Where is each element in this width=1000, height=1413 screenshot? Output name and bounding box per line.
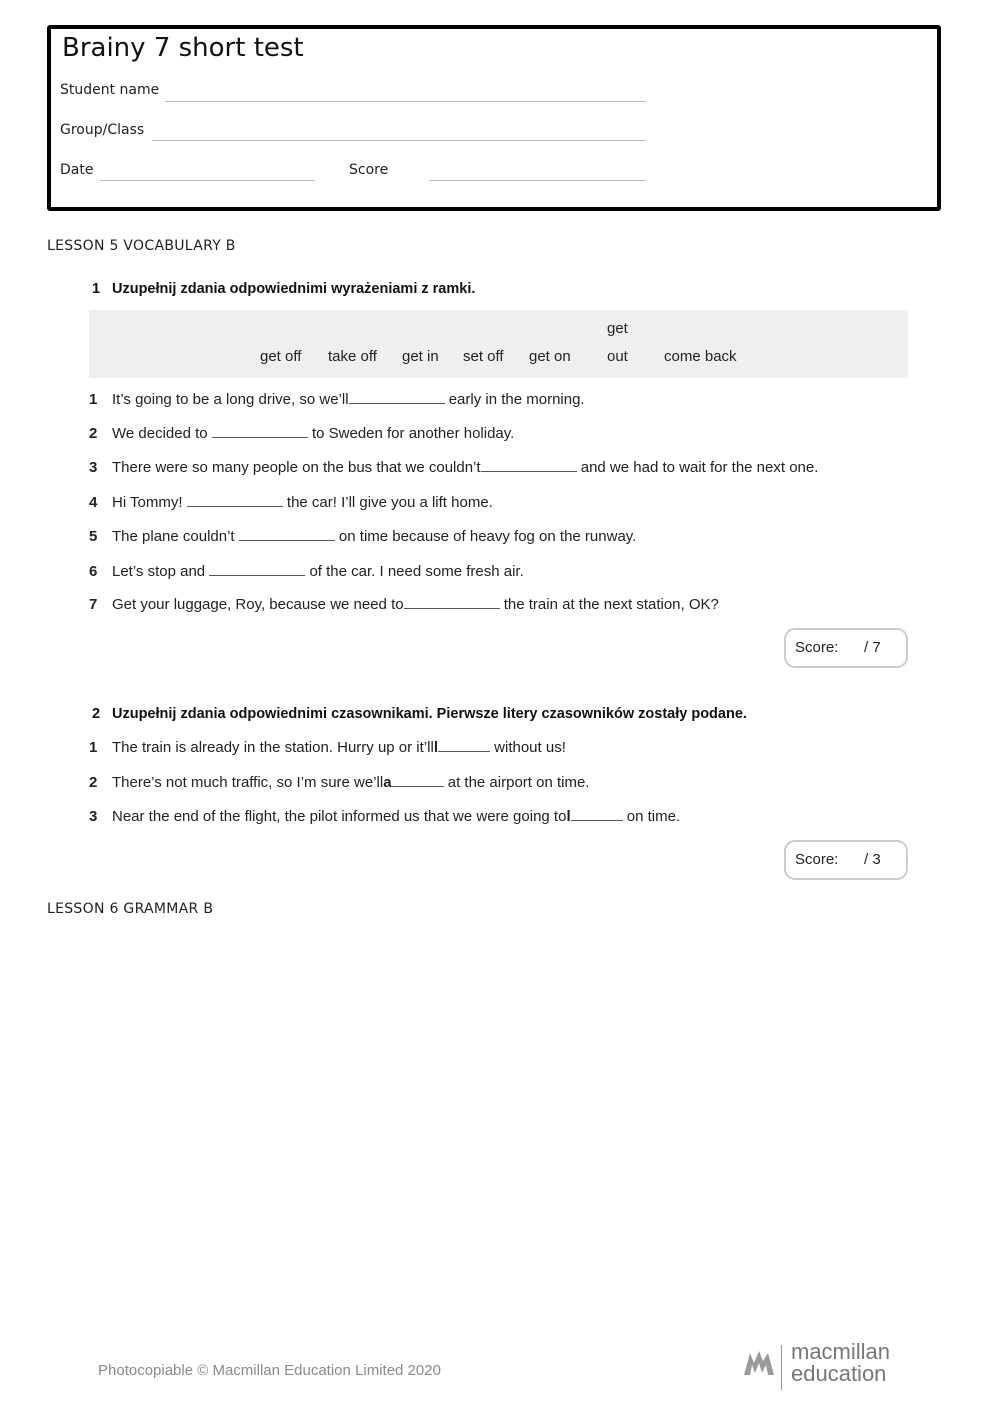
word-box-item: set off <box>463 348 504 365</box>
date-field[interactable] <box>100 180 315 181</box>
item-number: 3 <box>89 808 98 825</box>
item-text: We decided to <box>112 425 212 442</box>
answer-blank[interactable] <box>404 596 500 609</box>
brand-line-2: education <box>791 1361 887 1386</box>
score-label: Score: <box>795 639 839 656</box>
task2-title <box>92 706 747 722</box>
item-text: Hi Tommy! <box>112 494 187 511</box>
item-text: and we had to wait for the next one. <box>576 459 819 476</box>
score-field[interactable] <box>429 180 646 181</box>
word-box-item: out <box>607 348 628 365</box>
brand-name <box>791 1341 890 1385</box>
item-number: 3 <box>89 459 98 476</box>
item-text: Let’s stop and <box>112 563 210 580</box>
answer-blank[interactable] <box>571 808 623 821</box>
macmillan-mark-icon <box>744 1349 774 1375</box>
score-value: / 7 <box>864 639 881 656</box>
task2-item-1 <box>89 739 566 756</box>
student-name-field[interactable] <box>165 101 646 102</box>
item-text: without us! <box>489 739 566 756</box>
first-letter: a <box>383 774 392 791</box>
task1-item-7 <box>89 596 719 613</box>
brand-line-1: macmillan <box>791 1339 891 1364</box>
item-text: the train at the next station, OK? <box>499 596 719 613</box>
task1-score-box <box>784 628 908 668</box>
student-name-label: Student name <box>60 82 160 98</box>
group-class-label: Group/Class <box>60 122 145 138</box>
group-class-field[interactable] <box>152 140 646 141</box>
item-text: to Sweden for another holiday. <box>307 425 515 442</box>
task1-item-1 <box>89 391 585 408</box>
item-text: at the airport on time. <box>443 774 590 791</box>
score-label: Score <box>349 162 389 178</box>
answer-blank[interactable] <box>392 774 444 787</box>
lesson5-heading: LESSON 5 VOCABULARY B <box>47 238 236 254</box>
document-title: Brainy 7 short test <box>62 33 304 63</box>
word-box-item: get on <box>529 348 571 365</box>
answer-blank[interactable] <box>212 425 308 438</box>
item-text: It’s going to be a long drive, so we’ll <box>112 391 349 408</box>
item-number: 1 <box>89 391 98 408</box>
item-text: of the car. I need some fresh air. <box>305 563 524 580</box>
item-text: The train is already in the station. Hurry up or it’ll <box>112 739 434 756</box>
item-text: There were so many people on the bus that we couldn’t <box>112 459 481 476</box>
header-box <box>47 25 941 211</box>
score-label: Score: <box>795 851 839 868</box>
answer-blank[interactable] <box>187 494 283 507</box>
item-text: The plane couldn’t <box>112 528 239 545</box>
task1-number: 1 <box>92 281 101 297</box>
answer-blank[interactable] <box>481 459 577 472</box>
item-number: 5 <box>89 528 98 545</box>
item-number: 1 <box>89 739 98 756</box>
item-number: 4 <box>89 494 98 511</box>
task1-item-5 <box>89 528 636 545</box>
item-number: 2 <box>89 425 98 442</box>
task2-instruction: Uzupełnij zdania odpowiednimi czasownikami. Pierwsze litery czasowników zostały podane. <box>112 706 747 722</box>
word-box-item: get <box>607 320 628 337</box>
item-number: 2 <box>89 774 98 791</box>
answer-blank[interactable] <box>349 391 445 404</box>
item-number: 7 <box>89 596 98 613</box>
word-box-item: take off <box>328 348 377 365</box>
word-box-item: come back <box>664 348 737 365</box>
task1-title <box>92 281 475 297</box>
item-text: on time because of heavy fog on the runway. <box>334 528 637 545</box>
task2-number: 2 <box>92 706 101 722</box>
task1-instruction: Uzupełnij zdania odpowiednimi wyrażeniami z ramki. <box>112 281 476 297</box>
first-letter: l <box>433 739 438 756</box>
task1-item-6 <box>89 563 524 580</box>
item-text: on time. <box>622 808 681 825</box>
lesson6-heading: LESSON 6 GRAMMAR B <box>47 901 214 917</box>
word-box <box>89 310 908 378</box>
item-text: There’s not much traffic, so I’m sure we’ll <box>112 774 384 791</box>
date-label: Date <box>60 162 94 178</box>
word-box-item: get in <box>402 348 439 365</box>
item-number: 6 <box>89 563 98 580</box>
task1-item-3 <box>89 459 818 476</box>
answer-blank[interactable] <box>239 528 335 541</box>
task2-score-box <box>784 840 908 880</box>
first-letter: l <box>566 808 571 825</box>
answer-blank[interactable] <box>438 739 490 752</box>
task1-item-2 <box>89 425 514 442</box>
item-text: early in the morning. <box>444 391 585 408</box>
item-text: Get your luggage, Roy, because we need to <box>112 596 404 613</box>
task1-item-4 <box>89 494 493 511</box>
word-box-item: get off <box>260 348 302 365</box>
task2-item-2 <box>89 774 589 791</box>
copyright-footer: Photocopiable © Macmillan Education Limited 2020 <box>98 1362 441 1379</box>
answer-blank[interactable] <box>209 563 305 576</box>
task2-item-3 <box>89 808 680 825</box>
score-value: / 3 <box>864 851 881 868</box>
logo-divider <box>781 1345 782 1390</box>
item-text: the car! I’ll give you a lift home. <box>282 494 493 511</box>
macmillan-logo <box>744 1339 904 1391</box>
item-text: Near the end of the flight, the pilot informed us that we were going to <box>112 808 567 825</box>
